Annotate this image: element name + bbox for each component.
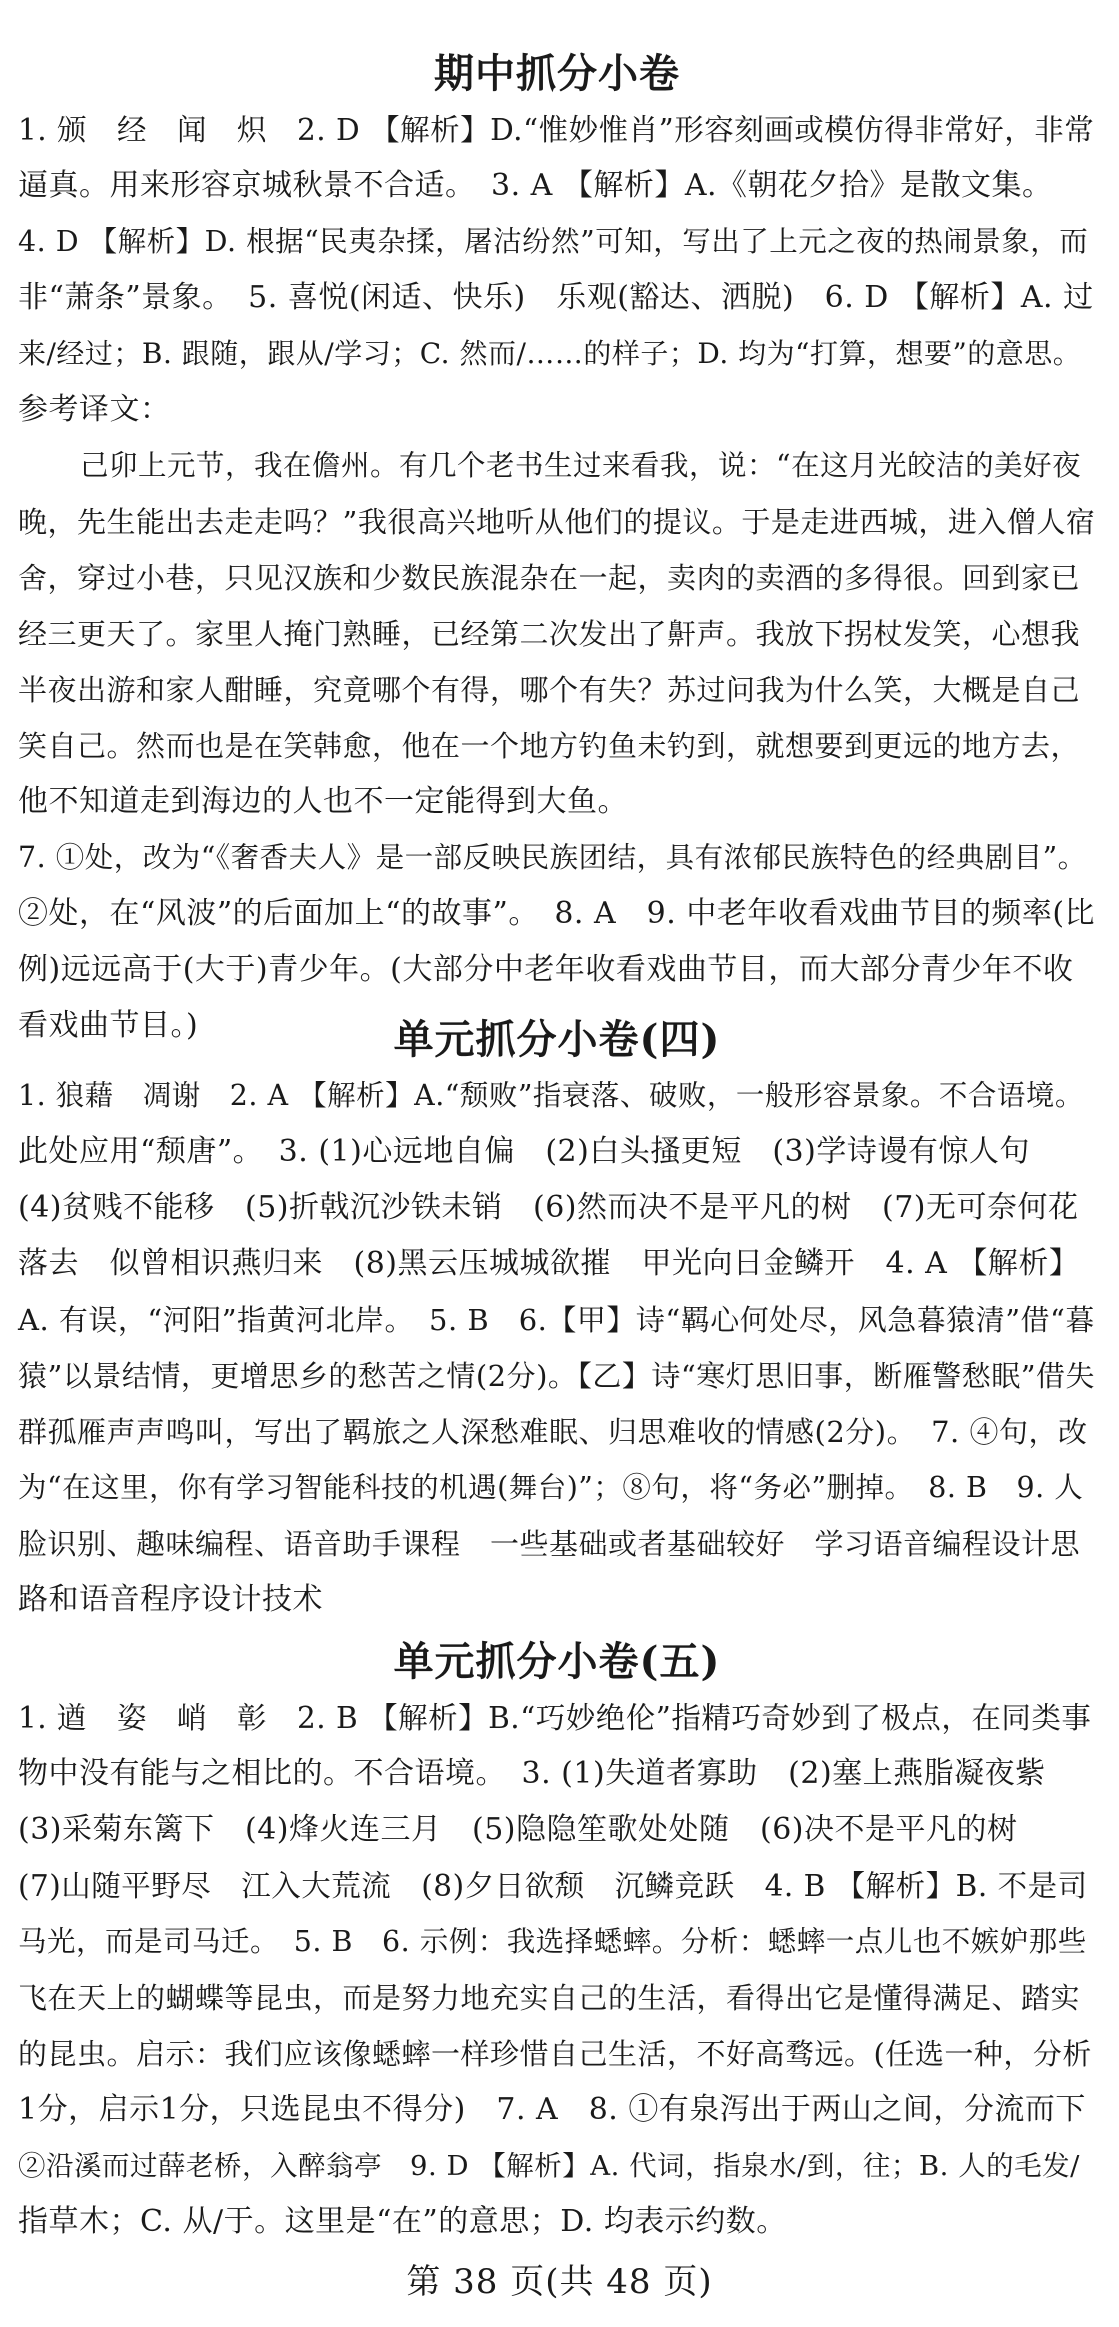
text-line: 7. ①处，改为“《奢香夫人》是一部反映民族团结，具有浓郁民族特色的经典剧目”。 xyxy=(18,841,1087,874)
text-line: 为“在这里，你有学习智能科技的机遇(舞台)”；⑧句，将“务必”删掉。 8. B 9. 人 xyxy=(18,1471,1084,1504)
translation-line: 己卯上元节，我在儋州。有几个老书生过来看我，说：“在这月光皎洁的美好夜 xyxy=(80,449,1082,482)
text-line: 路和语音程序设计技术 xyxy=(18,1582,323,1617)
text-line: 落去 似曾相识燕归来 (8)黑云压城城欲摧 甲光向日金鳞开 4. A 【解析】 xyxy=(18,1246,1080,1281)
text-line: (3)采菊东篱下 (4)烽火连三月 (5)隐隐笙歌处处随 (6)决不是平凡的树 xyxy=(18,1812,1018,1847)
text-line: 逼真。用来形容京城秋景不合适。 3. A 【解析】A.《朝花夕拾》是散文集。 xyxy=(18,168,1053,203)
text-line: 脸识别、趣味编程、语音助手课程 一些基础或者基础较好 学习语音编程设计思 xyxy=(18,1527,1081,1561)
text-line: 马光，而是司马迁。 5. B 6. 示例：我选择蟋蟀。分析：蟋蟀一点儿也不嫉妒那些 xyxy=(18,1925,1087,1958)
translation-line: 笑自己。然而也是在笑韩愈，他在一个地方钓鱼未钓到，就想要到更远的地方去， xyxy=(18,729,1081,763)
text-line: 1. 遒 姿 峭 彰 2. B 【解析】B.“巧妙绝伦”指精巧奇妙到了极点，在同类事 xyxy=(18,1701,1092,1735)
text-line: 群孤雁声声鸣叫，写出了羁旅之人深愁难眠、归思难收的情感(2分)。 7. ④句，改 xyxy=(18,1415,1088,1449)
text-line: 1. 狼藉 凋谢 2. A 【解析】A.“颓败”指衰落、破败，一般形容景象。不合语境。 xyxy=(18,1079,1084,1112)
text-line: 猿”以景结情，更增思乡的愁苦之情(2分)。【乙】诗“寒灯思旧事，断雁警愁眠”借失 xyxy=(18,1359,1096,1393)
text-line: 例)远远高于(大于)青少年。(大部分中老年收看戏曲节目，而大部分青少年不收 xyxy=(18,952,1074,987)
text-line: 此处应用“颓唐”。 3. (1)心远地自偏 (2)白头搔更短 (3)学诗谩有惊人句 xyxy=(18,1134,1030,1169)
text-line: 来/经过；B. 跟随，跟从/学习；C. 然而/……的样子；D. 均为“打算，想要”的意思。 xyxy=(18,337,1082,370)
text-line: ②沿溪而过薛老桥，入醉翁亭 9. D 【解析】A. 代词，指泉水/到，往；B. 人的毛发/ xyxy=(18,2150,1080,2182)
text-line: (4)贫贱不能移 (5)折戟沉沙铁未销 (6)然而决不是平凡的树 (7)无可奈何花 xyxy=(18,1190,1079,1225)
translation-line: 半夜出游和家人酣睡，究竟哪个有得，哪个有失？苏过问我为什么笑，大概是自己 xyxy=(18,673,1081,707)
text-line: 指草木；C. 从/于。这里是“在”的意思；D. 均表示约数。 xyxy=(18,2204,787,2239)
text-line: 4. D 【解析】D. 根据“民夷杂揉，屠沽纷然”可知，写出了上元之夜的热闹景象，而 xyxy=(18,225,1089,258)
translation-line: 他不知道走到海边的人也不一定能得到大鱼。 xyxy=(18,784,628,819)
section-midterm xyxy=(18,46,1096,1054)
text-line: A. 有误，“河阳”指黄河北岸。 5. B 6.【甲】诗“羁心何处尽，风急暮猿清”借“暮 xyxy=(18,1303,1095,1337)
page-number: 第 38 页(共 48 页) xyxy=(406,2262,713,2302)
text-line: ②处，在“风波”的后面加上“的故事”。 8. A 9. 中老年收看戏曲节目的频率(比 xyxy=(18,896,1096,931)
text-line: (7)山随平野尽 江入大荒流 (8)夕日欲颓 沉鳞竞跃 4. B 【解析】B. 不是司 xyxy=(18,1869,1088,1903)
section-unit-4 xyxy=(18,1012,1096,1628)
text-line: 参考译文： xyxy=(18,392,171,427)
translation-line: 舍，穿过小巷，只见汉族和少数民族混杂在一起，卖肉的卖酒的多得很。回到家已 xyxy=(18,561,1081,595)
section-title: 期中抓分小卷 xyxy=(434,50,680,97)
section-title: 单元抓分小卷(五) xyxy=(393,1638,721,1685)
text-line: 飞在天上的蝴蝶等昆虫，而是努力地充实自己的生活，看得出它是懂得满足、踏实 xyxy=(18,1981,1081,2015)
text-line: 看戏曲节目。) xyxy=(18,1008,199,1043)
text-line: 1分，启示1分，只选昆虫不得分) 7. A 8. ①有泉泻出于两山之间，分流而下 xyxy=(18,2092,1086,2127)
text-line: 1. 颁 经 闻 炽 2. D 【解析】D.“惟妙惟肖”形容刻画或模仿得非常好，非常 xyxy=(18,113,1095,147)
section-unit-5 xyxy=(18,1634,1096,2250)
text-line: 的昆虫。启示：我们应该像蟋蟀一样珍惜自己生活，不好高骛远。(任选一种，分析 xyxy=(18,2037,1092,2071)
section-title: 单元抓分小卷(四) xyxy=(393,1016,721,1063)
translation-line: 晚，先生能出去走走吗？”我很高兴地听从他们的提议。于是走进西城，进入僧人宿 xyxy=(18,505,1096,539)
translation-line: 经三更天了。家里人掩门熟睡，已经第二次发出了鼾声。我放下拐杖发笑，心想我 xyxy=(18,617,1081,651)
text-line: 非“萧条”景象。 5. 喜悦(闲适、快乐) 乐观(豁达、洒脱) 6. D 【解析】A. 过 xyxy=(18,280,1094,315)
text-line: 物中没有能与之相比的。不合语境。 3. (1)失道者寡助 (2)塞上燕脂凝夜紫 xyxy=(18,1756,1046,1791)
